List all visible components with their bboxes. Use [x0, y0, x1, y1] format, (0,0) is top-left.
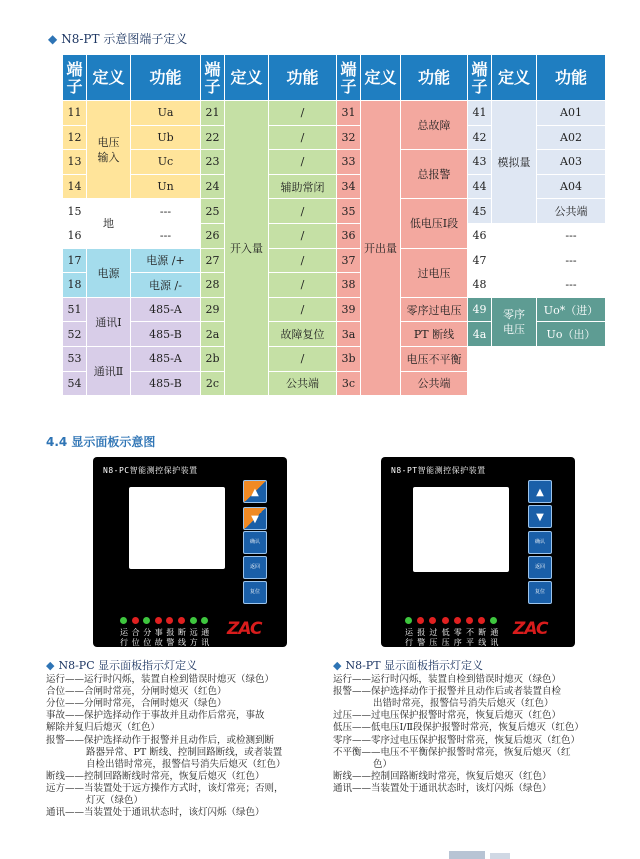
- terminal-cell: 51: [63, 297, 87, 322]
- function-cell: ---: [537, 273, 606, 298]
- terminal-cell: 44: [468, 174, 492, 199]
- function-cell: /: [269, 223, 337, 248]
- status-led: [466, 617, 473, 624]
- terminal-cell: 48: [468, 273, 492, 298]
- function-cell: 电源 /+: [131, 248, 201, 273]
- led-label: 合位: [131, 628, 140, 647]
- header-cell: 功能: [401, 55, 468, 101]
- diamond-bullet-icon: ◆: [46, 659, 55, 672]
- status-led: [132, 617, 139, 624]
- function-cell: 公共端: [269, 371, 337, 396]
- terminal-cell: 24: [201, 174, 225, 199]
- desc-line: 分位——分闸时常亮，合闸时熄灭（绿色）: [46, 698, 227, 710]
- status-led: [155, 617, 162, 624]
- led-label: 事故: [154, 628, 163, 647]
- definition-cell-empty: [492, 346, 537, 371]
- function-cell: 公共端: [401, 371, 468, 396]
- terminal-cell: 29: [201, 297, 225, 322]
- terminal-cell: 54: [63, 371, 87, 396]
- function-cell: Uo*（进）: [537, 297, 606, 322]
- status-led: [490, 617, 497, 624]
- function-cell: PT 断线: [401, 322, 468, 347]
- status-led: [120, 617, 127, 624]
- terminal-cell: 4a: [468, 322, 492, 347]
- status-led: [442, 617, 449, 624]
- terminal-cell: 47: [468, 248, 492, 273]
- desc-line: 断线——控制回路断线时常亮，恢复后熄灭（红色）: [46, 770, 265, 782]
- function-cell: A01: [537, 101, 606, 126]
- function-cell: /: [269, 101, 337, 126]
- led-label: 通讯: [490, 628, 499, 647]
- function-cell: ---: [131, 223, 201, 248]
- desc-line: 自检出错时常亮，报警信号消失后熄灭（红色）: [86, 758, 286, 770]
- pc-display-panel: [93, 457, 287, 647]
- table-row: [63, 346, 606, 371]
- function-cell: 总报警: [401, 150, 468, 199]
- terminal-cell: 53: [63, 346, 87, 371]
- terminal-cell: 26: [201, 223, 225, 248]
- terminal-cell: 2a: [201, 322, 225, 347]
- terminal-cell: 31: [337, 101, 361, 126]
- table-row: [63, 297, 606, 322]
- desc-line: 低压——低电压Ⅰ/Ⅱ段保护报警时常亮，恢复后熄灭（红色）: [333, 722, 584, 734]
- desc-line: 零序——零序过电压保护报警时常亮，恢复后熄灭（红色）: [333, 734, 581, 746]
- desc-line: 色）: [373, 758, 393, 770]
- terminal-cell: 17: [63, 248, 87, 273]
- header-cell: 端子: [201, 55, 225, 101]
- definition-cell: 电压输入: [87, 101, 131, 199]
- open-down-button[interactable]: [243, 507, 267, 530]
- terminal-cell: 11: [63, 101, 87, 126]
- pc-led-definitions: [46, 660, 286, 819]
- desc-line: 远方——当装置处于远方操作方式时，该灯常亮；否则，: [46, 782, 284, 794]
- function-cell: Ua: [131, 101, 201, 126]
- reset-button[interactable]: 复位: [243, 581, 267, 604]
- function-cell: /: [269, 297, 337, 322]
- page-footer-mark: [449, 851, 485, 859]
- function-cell: 低电压Ⅰ段: [401, 199, 468, 248]
- terminal-cell: 28: [201, 273, 225, 298]
- function-cell: ---: [131, 199, 201, 224]
- zac-logo: ZAC: [227, 619, 262, 639]
- table-header-row: [63, 55, 606, 101]
- desc-line: 解除并复归后熄灭（红色）: [46, 722, 161, 734]
- terminal-cell-empty: [468, 346, 492, 371]
- terminal-cell: 46: [468, 223, 492, 248]
- header-cell: 定义: [492, 55, 537, 101]
- reset-button[interactable]: 复位: [528, 581, 552, 604]
- terminal-cell: 36: [337, 223, 361, 248]
- terminal-cell: 37: [337, 248, 361, 273]
- terminal-cell: 33: [337, 150, 361, 175]
- function-cell: ---: [537, 223, 606, 248]
- desc-line: 路器异常、PT 断线、控制回路断线，或者装置: [86, 746, 283, 758]
- function-cell: Un: [131, 174, 201, 199]
- down-arrow-icon: ▼: [251, 514, 259, 525]
- terminal-cell: 32: [337, 125, 361, 150]
- terminal-cell: 16: [63, 223, 87, 248]
- function-cell: 485-A: [131, 346, 201, 371]
- status-led: [478, 617, 485, 624]
- led-label: 低压: [441, 628, 450, 647]
- confirm-button[interactable]: 确认: [528, 531, 552, 554]
- desc-line: 报警——保护选择动作于报警并且动作后或者装置自检: [333, 686, 562, 698]
- desc-line: 运行——运行时闪烁，装置自检到错误时熄灭（绿色）: [333, 674, 562, 686]
- function-cell: /: [269, 125, 337, 150]
- terminal-cell-empty: [468, 371, 492, 396]
- terminal-cell: 15: [63, 199, 87, 224]
- function-cell: Uo（出）: [537, 322, 606, 347]
- table-row: [63, 248, 606, 273]
- desc-line: 断线——控制回路断线时常亮，恢复后熄灭（红色）: [333, 770, 552, 782]
- definition-cell-empty: [492, 248, 537, 273]
- terminal-cell: 52: [63, 322, 87, 347]
- pt-panel-title: N8-PT智能测控保护装置: [391, 466, 486, 475]
- table-row: [63, 223, 606, 248]
- up-button[interactable]: [528, 480, 552, 503]
- function-cell: /: [269, 199, 337, 224]
- definition-cell: 零序电压: [492, 297, 537, 346]
- terminal-cell: 27: [201, 248, 225, 273]
- led-label: 运行: [405, 628, 413, 647]
- terminal-cell: 22: [201, 125, 225, 150]
- desc-line: 过压——过电压保护报警时常亮，恢复后熄灭（红色）: [333, 710, 562, 722]
- function-cell: 过电压: [401, 248, 468, 297]
- function-cell: /: [269, 248, 337, 273]
- section-title: 4.4 显示面板示意图: [46, 435, 156, 449]
- status-led: [405, 617, 412, 624]
- terminal-cell: 39: [337, 297, 361, 322]
- pt-led-definitions: [333, 660, 584, 795]
- terminal-cell: 3c: [337, 371, 361, 396]
- table-row: [63, 101, 606, 126]
- led-label: 不平衡: [466, 628, 474, 657]
- status-led: [454, 617, 461, 624]
- pt-terminal-heading: ◆ N8-PT 示意图端子定义: [48, 32, 188, 46]
- status-led: [190, 617, 197, 624]
- status-led: [201, 617, 208, 624]
- function-cell: Uc: [131, 150, 201, 175]
- terminal-cell: 34: [337, 174, 361, 199]
- led-label: 通讯: [201, 628, 210, 647]
- terminal-cell: 13: [63, 150, 87, 175]
- status-led: [166, 617, 173, 624]
- function-cell: /: [269, 346, 337, 371]
- page-footer-mark: [490, 853, 510, 859]
- definition-cell-empty: [492, 223, 537, 248]
- terminal-cell: 2c: [201, 371, 225, 396]
- function-cell: /: [269, 273, 337, 298]
- function-cell: 辅助常闭: [269, 174, 337, 199]
- pc-panel-title: N8-PC智能测控保护装置: [103, 466, 198, 475]
- header-cell: 功能: [269, 55, 337, 101]
- led-label: 断线: [178, 628, 186, 647]
- led-label: 报警: [166, 628, 175, 647]
- function-cell-empty: [537, 346, 606, 371]
- pt-display-panel: [381, 457, 575, 657]
- led-label: 分位: [143, 628, 152, 647]
- function-cell: 电源 /-: [131, 273, 201, 298]
- terminal-cell: 38: [337, 273, 361, 298]
- zac-logo: ZAC: [513, 619, 548, 639]
- terminal-cell: 3a: [337, 322, 361, 347]
- desc-line: 事故——保护选择动作于事故并且动作后常亮，事故: [46, 710, 265, 722]
- desc-line: 通讯——当装置处于通讯状态时，该灯闪烁（绿色）: [333, 782, 552, 794]
- function-cell: 公共端: [537, 199, 606, 224]
- definition-cell: 开入量: [225, 101, 269, 396]
- definition-cell-empty: [492, 273, 537, 298]
- led-label: 过压: [429, 628, 438, 647]
- led-label: 远方: [189, 628, 198, 647]
- header-cell: 功能: [131, 55, 201, 101]
- function-cell: 485-B: [131, 322, 201, 347]
- diamond-bullet-icon: ◆: [333, 659, 342, 672]
- led-label: 报警: [417, 628, 426, 647]
- return-button[interactable]: 返回: [243, 556, 267, 579]
- desc-line: 灯灭（绿色）: [86, 795, 144, 807]
- definition-cell: 模拟量: [492, 101, 537, 224]
- desc-line: 不平衡——电压不平衡保护报警时常亮，恢复后熄灭（红: [333, 746, 571, 758]
- return-button[interactable]: 返回: [528, 556, 552, 579]
- terminal-cell: 41: [468, 101, 492, 126]
- desc-line: 出错时常亮，报警信号消失后熄灭（红色）: [373, 698, 554, 710]
- function-cell: /: [269, 150, 337, 175]
- status-led: [429, 617, 436, 624]
- terminal-cell: 14: [63, 174, 87, 199]
- terminal-cell: 2b: [201, 346, 225, 371]
- header-cell: 定义: [87, 55, 131, 101]
- terminal-cell: 49: [468, 297, 492, 322]
- terminal-cell: 12: [63, 125, 87, 150]
- terminal-cell: 45: [468, 199, 492, 224]
- down-arrow-icon: ▼: [536, 512, 544, 523]
- terminal-cell: 25: [201, 199, 225, 224]
- led-label: 断线: [478, 628, 487, 647]
- close-up-button[interactable]: [243, 480, 267, 503]
- pc-lcd-screen: [129, 487, 225, 569]
- terminal-cell: 42: [468, 125, 492, 150]
- status-led: [178, 617, 185, 624]
- function-cell: Ub: [131, 125, 201, 150]
- header-cell: 端子: [468, 55, 492, 101]
- function-cell: A02: [537, 125, 606, 150]
- definition-cell: 电源: [87, 248, 131, 297]
- terminal-cell: 43: [468, 150, 492, 175]
- up-arrow-icon: ▲: [536, 487, 544, 498]
- table-row: [63, 273, 606, 298]
- header-cell: 端子: [63, 55, 87, 101]
- desc-line: 合位——合闸时常亮，分闸时熄灭（红色）: [46, 686, 227, 698]
- terminal-cell: 21: [201, 101, 225, 126]
- terminal-cell: 3b: [337, 346, 361, 371]
- function-cell: 总故障: [401, 101, 468, 150]
- desc-line: 通讯——当装置处于通讯状态时，该灯闪烁（绿色）: [46, 807, 265, 819]
- function-cell: 485-A: [131, 297, 201, 322]
- header-cell: 端子: [337, 55, 361, 101]
- function-cell: 故障复位: [269, 322, 337, 347]
- terminal-cell: 23: [201, 150, 225, 175]
- desc-line: 运行——运行时闪烁，装置自检到错误时熄灭（绿色）: [46, 674, 275, 686]
- desc-line: 报警——保护选择动作于报警并且动作后，或检测到断: [46, 734, 275, 746]
- function-cell: A04: [537, 174, 606, 199]
- function-cell: 零序过电压: [401, 297, 468, 322]
- definition-cell-empty: [492, 371, 537, 396]
- header-cell: 功能: [537, 55, 606, 101]
- led-label: 零序: [453, 628, 462, 647]
- status-led: [143, 617, 150, 624]
- header-cell: 定义: [361, 55, 401, 101]
- confirm-button[interactable]: 确认: [243, 531, 267, 554]
- function-cell: 485-B: [131, 371, 201, 396]
- function-cell: A03: [537, 150, 606, 175]
- pc-desc-title: N8-PC 显示面板指示灯定义: [58, 659, 198, 672]
- definition-cell: 开出量: [361, 101, 401, 396]
- diamond-bullet-icon: ◆: [48, 32, 58, 46]
- down-button[interactable]: [528, 505, 552, 528]
- definition-cell: 通讯Ⅱ: [87, 346, 131, 395]
- function-cell-empty: [537, 371, 606, 396]
- terminal-definition-table: [62, 54, 606, 396]
- status-led: [417, 617, 424, 624]
- function-cell: 电压不平衡: [401, 346, 468, 371]
- definition-cell: 地: [87, 199, 131, 248]
- led-label: 运行: [120, 628, 128, 647]
- pt-desc-title: N8-PT 显示面板指示灯定义: [345, 659, 484, 672]
- pt-lcd-screen: [413, 487, 509, 572]
- function-cell: ---: [537, 248, 606, 273]
- terminal-cell: 18: [63, 273, 87, 298]
- definition-cell: 通讯Ⅰ: [87, 297, 131, 346]
- up-arrow-icon: ▲: [251, 487, 259, 498]
- terminal-cell: 35: [337, 199, 361, 224]
- table-row: [63, 371, 606, 396]
- header-cell: 定义: [225, 55, 269, 101]
